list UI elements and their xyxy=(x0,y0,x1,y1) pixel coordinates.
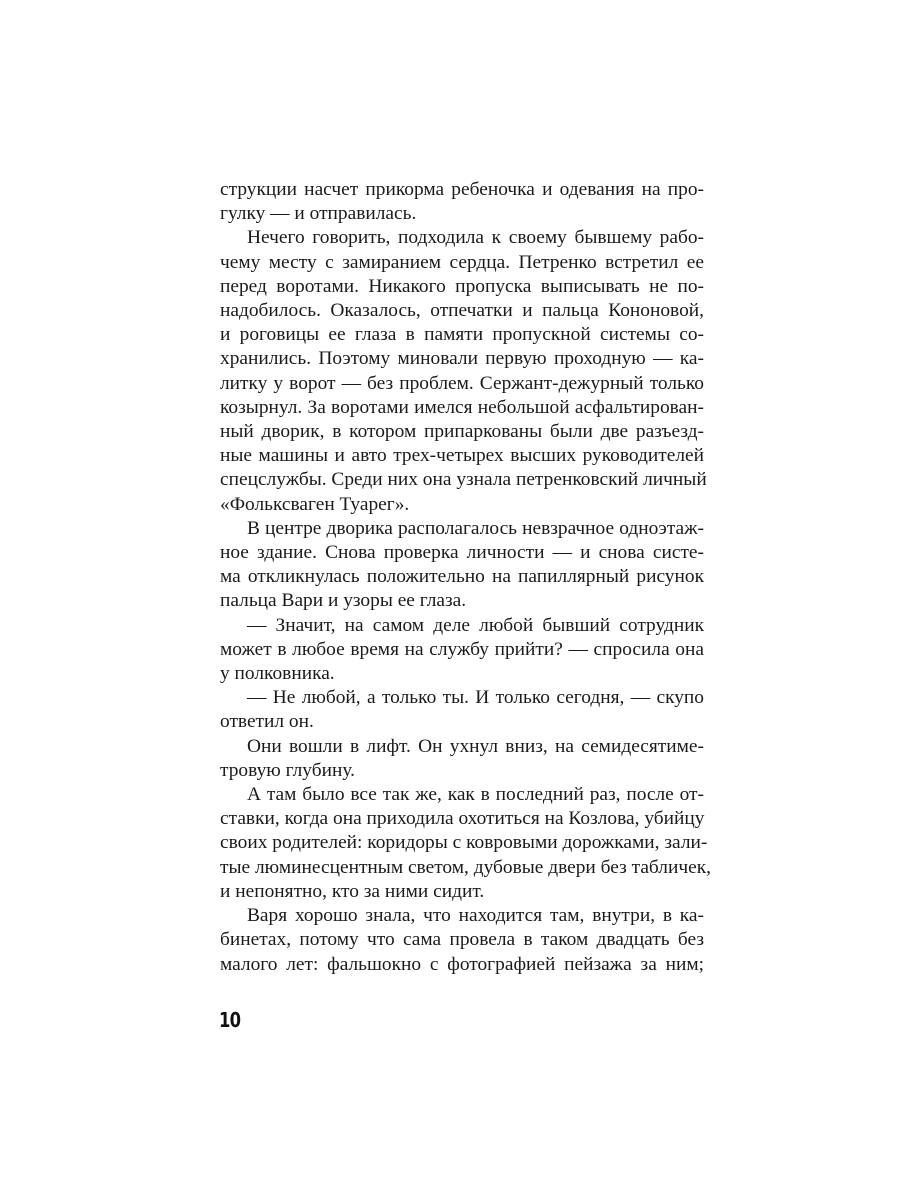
text-line: и роговицы ее глаза в памяти пропускной системы со- xyxy=(220,324,704,346)
text-line: спецслужбы. Среди них она узнала петренковский личный xyxy=(220,469,707,491)
text-line: гулку — и отправилась. xyxy=(220,203,417,225)
text-line: ное здание. Снова проверка личности — и снова систе- xyxy=(220,542,704,564)
text-line: ный дворик, в котором припаркованы были две разъезд- xyxy=(220,421,704,443)
text-line: Они вошли в лифт. Он ухнул вниз, на семидесятиме- xyxy=(247,735,704,757)
text-line: перед воротами. Никакого пропуска выписывать не по- xyxy=(220,275,704,297)
text-line: «Фольксваген Туарег». xyxy=(220,493,410,515)
page-body-text xyxy=(220,178,711,977)
paragraph xyxy=(220,686,704,734)
paragraph xyxy=(220,783,711,904)
paragraph xyxy=(220,178,704,226)
paragraph xyxy=(220,614,704,687)
text-line: Варя хорошо знала, что находится там, внутри, в ка- xyxy=(247,905,704,927)
text-line: Нечего говорить, подходила к своему бывшему рабо- xyxy=(247,227,704,249)
paragraph xyxy=(220,735,704,783)
text-line: ма откликнулась положительно на папиллярный рисунок xyxy=(220,566,704,588)
paragraph xyxy=(220,904,704,977)
text-line: ные машины и авто трех-четырех высших руководителей xyxy=(220,445,704,467)
text-line: В центре дворика располагалось невзрачное одноэтаж- xyxy=(247,517,704,539)
text-line: малого лет: фальшокно с фотографией пейзажа за ним; xyxy=(220,953,704,975)
text-line: — Не любой, а только ты. И только сегодня, — скупо xyxy=(247,687,704,709)
text-line: козырнул. За воротами имелся небольшой асфальтирован- xyxy=(220,396,704,418)
paragraph xyxy=(220,226,707,516)
text-line: чему месту с замиранием сердца. Петренко встретил ее xyxy=(220,251,704,273)
text-line: тые люминесцентным светом, дубовые двери без табличек, xyxy=(220,856,711,878)
text-line: и непонятно, кто за ними сидит. xyxy=(220,880,485,902)
text-line: бинетах, потому что сама провела в таком двадцать без xyxy=(220,929,704,951)
text-line: у полковника. xyxy=(220,663,335,685)
text-line: ответил он. xyxy=(220,711,314,733)
paragraph xyxy=(220,517,704,614)
text-line: хранились. Поэтому миновали первую проходную — ка- xyxy=(220,348,704,370)
text-line: струкции насчет прикорма ребеночка и одевания на про- xyxy=(220,179,704,200)
text-line: ставки, когда она приходила охотиться на Козлова, убийцу xyxy=(220,808,705,830)
text-line: литку у ворот — без проблем. Сержант-дежурный только xyxy=(220,372,704,394)
text-line: надобилось. Оказалось, отпечатки и пальца Кононовой, xyxy=(220,300,704,322)
text-line: — Значит, на самом деле любой бывший сотрудник xyxy=(247,614,704,636)
text-line: своих родителей: коридоры с ковровыми дорожками, зали- xyxy=(220,832,708,854)
text-line: А там было все так же, как в последний раз, после от- xyxy=(247,784,704,806)
page-number: 10 xyxy=(219,1008,241,1032)
text-line: пальца Вари и узоры ее глаза. xyxy=(220,590,467,612)
text-line: может в любое время на службу прийти? — спросила она xyxy=(220,638,704,660)
text-line: тровую глубину. xyxy=(220,759,355,781)
